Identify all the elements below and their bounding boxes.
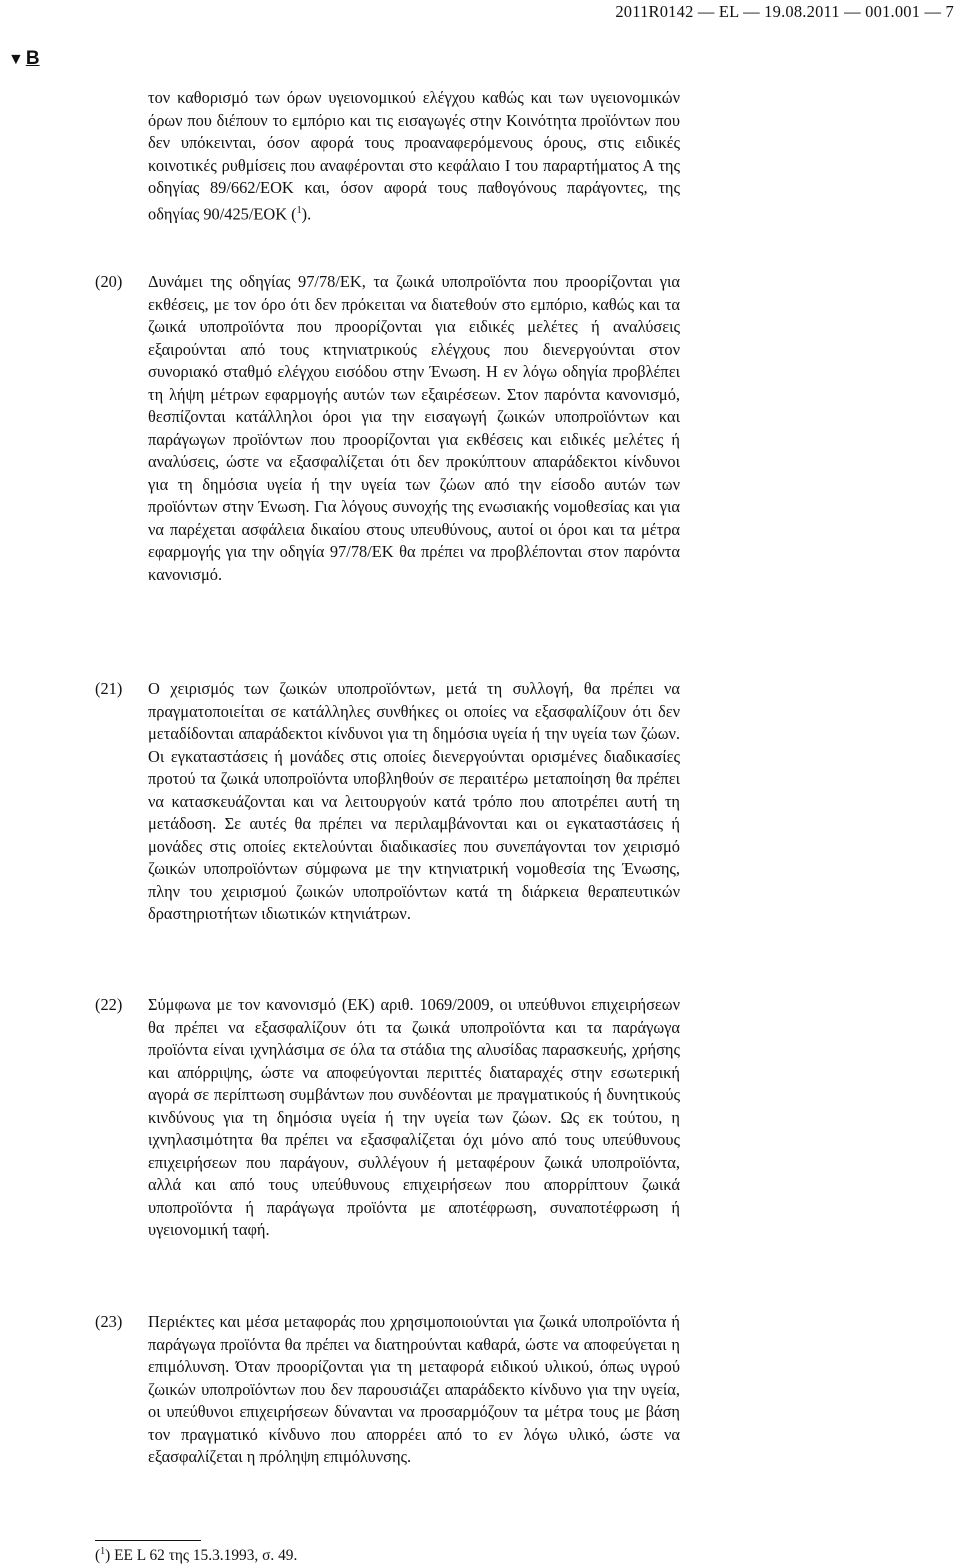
footnote-divider — [95, 1540, 201, 1541]
recital-number: (21) — [95, 679, 123, 698]
recital-text: Ο χειρισμός των ζωικών υποπροϊόντων, μετά τη συλλογή, θα πρέπει να πραγματοποιείται σε κατάλληλες συνθήκες οι οποίες να εξασφαλίζουν ότι δεν μεταδίδονται απαράδεκτοι κίνδυνοι για τη δημόσια υγεία ή την υγεία των ζώων. Οι εγκαταστάσεις ή μονάδες στις οποίες διενεργούνται ορισμένες διαδικασίες προτού τα ζωικά υποπροϊόντα υποβληθούν σε περαιτέρω μεταποίηση θα πρέπει να κατασκευάζονται και να λειτουργούν κατά τρόπο που αποτρέπει αυτή τη μετάδοση. Σε αυτές θα πρέπει να περιλαμβάνονται και οι εγκαταστάσεις ή μονάδες στις οποίες εκτελούνται διαδικασίες που συνεπάγονται τον χειρισμό ζωικών υποπροϊόντων σύμφωνα με την κτηνιατρική νομοθεσία της Ένωσης, πλην του χειρισμού ζωικών υποπροϊόντων κατά τη διάρκεια θεραπευτικών δραστηριοτήτων ιδιωτικών κτηνιάτρων. — [148, 679, 680, 923]
recital-text: Σύμφωνα με τον κανονισμό (ΕΚ) αριθ. 1069/2009, οι υπεύθυνοι επιχειρήσεων θα πρέπει να εξασφαλίζουν ότι τα ζωικά υποπροϊόντα και τα παράγωγα προϊόντα είναι ιχνηλάσιμα σε όλα τα στάδια της αλυσίδας παρασκευής, χρήσης και απόρριψης, ώστε να αποφεύγονται περιττές διαταραχές στην εσωτερική αγορά σε περίπτωση συμβάντων που συνδέονται με πραγματικούς ή δυνητικούς κινδύνους για τη δημόσια υγεία ή την υγεία των ζώων. Ως εκ τούτου, η ιχνηλασιμότητα θα πρέπει να εξασφαλίζεται όχι μόνο από τους υπεύθυνους επιχειρήσεων που παράγουν, συλλέγουν ή μεταφέρουν ζωικά υποπροϊόντα, αλλά και από τους υπεύθυνους επιχειρήσεων που απορρίπτουν ζωικά υποπροϊόντα ή παράγωγα προϊόντα με αποτέφρωση, συναποτέφρωση ή υγειονομική ταφή. — [148, 995, 680, 1239]
intro-paragraph — [148, 87, 680, 225]
intro-end: ). — [301, 203, 312, 223]
footnote-number: 1 — [100, 1546, 106, 1557]
triangle-down-icon: ▼ — [8, 51, 24, 68]
footnote-reference[interactable]: 1 — [296, 204, 302, 216]
amendment-marker[interactable] — [8, 48, 40, 70]
intro-text: τον καθορισμό των όρων υγειονομικού ελέγχου καθώς και των υγειονομικών όρων που διέπουν το εμπόριο και τις εισαγωγές στην Κοινότητα προϊόντων που δεν υπόκεινται, όσον αφορά τους προαναφερόμενους όρους, στις ειδικές κοινοτικές ρυθμίσεις που αναφέρονται στο κεφάλαιο Ι του παραρτήματος Α της οδηγίας 89/662/ΕΟΚ και, όσον αφορά τους παθογόνους παράγοντες, της οδηγίας 90/425/ΕΟΚ ( — [148, 88, 680, 223]
recital-text: Δυνάμει της οδηγίας 97/78/ΕΚ, τα ζωικά υποπροϊόντα που προορίζονται για εκθέσεις, με τον όρο ότι δεν πρόκειται να διατεθούν στο εμπόριο, καθώς και τα ζωικά υποπροϊόντα που προορίζονται για ειδικές μελέτες ή αναλύσεις εξαιρούνται από τους κτηνιατρικούς ελέγχους που διενεργούνται στον συνοριακό σταθμό ελέγχου εισόδου στην Ένωση. Η εν λόγω οδηγία προβλέπει τη λήψη μέτρων εφαρμογής αυτών των εξαιρέσεων. Στον παρόντα κανονισμό, θεσπίζονται κατάλληλοι όροι για την εισαγωγή ζωικών υποπροϊόντων και παράγωγων προϊόντων που προορίζονται για εκθέσεις και ειδικές μελέτες ή αναλύσεις, ώστε να εξασφαλίζεται ότι δεν προκύπτουν απαράδεκτοι κίνδυνοι για τη δημόσια υγεία ή την υγεία των ζώων από την είσοδο αυτών των προϊόντων στην Ένωση. Για λόγους συνοχής της ενωσιακής νομοθεσίας και για να παρέχεται ασφάλεια δικαίου στους υπευθύνους, αυτοί οι όροι και τα μέτρα εφαρμογής για την οδηγία 97/78/ΕΚ θα πρέπει να προβλέπονται στον παρόντα κανονισμό. — [148, 272, 680, 584]
amendment-letter: B — [25, 48, 40, 69]
footnote-text: ΕΕ L 62 της 15.3.1993, σ. 49. — [114, 1547, 298, 1565]
recital-text: Περιέκτες και μέσα μεταφοράς που χρησιμοποιούνται για ζωικά υποπροϊόντα ή παράγωγα προϊόντα θα πρέπει να διατηρούνται καθαρά, ώστε να αποφεύγεται η επιμόλυνση. Όταν προορίζονται για τη μεταφορά ειδικού υλικού, όπως υγρού ζωικών υποπροϊόντων που δεν παρουσιάζει απαράδεκτο κίνδυνο για την υγεία, οι υπεύθυνοι επιχειρήσεων δύνανται να προσαρμόζουν τα μέτρα τους με βάση τον πραγματικό κίνδυνο που απορρέει από το εν λόγω υλικό, ώστε να εξασφαλίζεται η πρόληψη επιμόλυνσης. — [148, 1312, 680, 1466]
page-header: 2011R0142 — EL — 19.08.2011 — 001.001 — 7 — [615, 2, 954, 21]
recital-number: (22) — [95, 995, 123, 1014]
recital-number: (20) — [95, 272, 123, 291]
footnote: ($^1$) ΕΕ L 62 της 15.3.1993, σ. 49. — [95, 1546, 298, 1565]
recital-number: (23) — [95, 1312, 123, 1331]
